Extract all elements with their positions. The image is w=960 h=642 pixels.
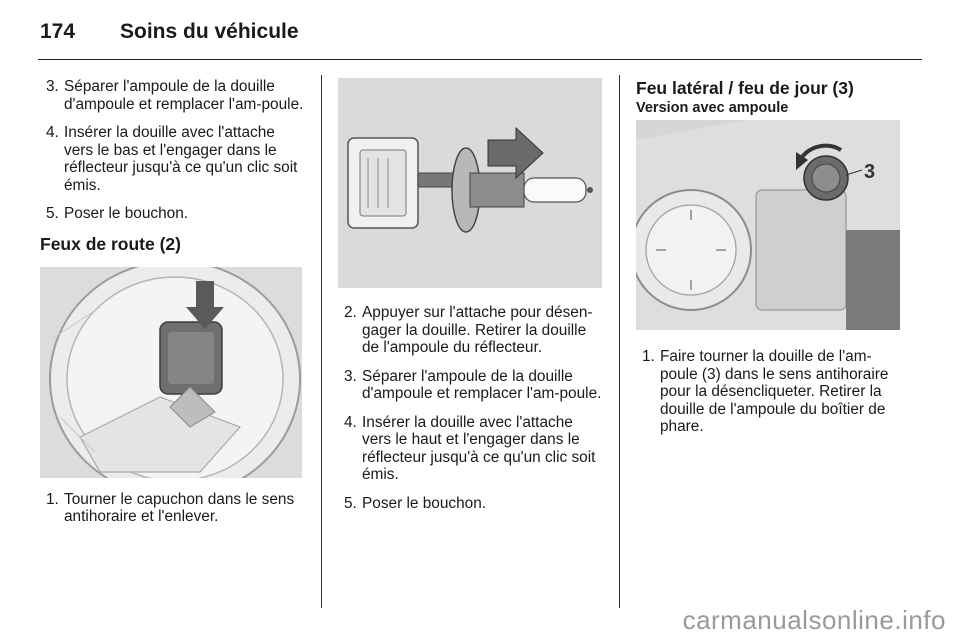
step-text: Poser le bouchon. (64, 205, 189, 222)
left-steps-top (40, 78, 306, 223)
page-header (38, 18, 922, 58)
header-rule (38, 59, 922, 60)
step-number: 3. (344, 367, 357, 385)
list-item (40, 78, 306, 113)
column-divider-right (619, 75, 620, 608)
step-number: 3. (46, 78, 59, 95)
step-number: 4. (46, 124, 59, 141)
page-title: Soins du véhicule (120, 20, 299, 43)
column-divider-left (321, 75, 322, 608)
step-text: Poser le bouchon. (362, 494, 487, 512)
list-item (338, 304, 606, 357)
callout-3: 3 (864, 161, 876, 183)
left-steps-bottom (40, 491, 306, 526)
illustration-high-beam (40, 267, 302, 478)
page-number: 174 (40, 20, 76, 43)
list-item (40, 491, 306, 526)
step-number: 5. (46, 205, 59, 222)
subheading-bulb-version: Version avec ampoule (636, 100, 789, 116)
list-item (40, 205, 306, 223)
list-item (338, 414, 606, 484)
step-text: Insérer la douille avec l'attache vers le bas et l'engager dans le réflecteur jusqu'à ce qu'un clic soit émis. (64, 124, 298, 194)
section-heading-high-beam: Feux de route (2) (40, 233, 181, 254)
illustration-bulb-removal (338, 78, 602, 288)
list-item (636, 348, 902, 436)
step-number: 1. (642, 348, 655, 365)
step-text: Tourner le capuchon dans le sens antihoraire et l'enlever. (64, 490, 295, 525)
step-number: 5. (344, 494, 357, 512)
side-light-illustration (636, 120, 900, 330)
step-text: Séparer l'ampoule de la douille d'ampoule et remplacer l'am-poule. (64, 78, 304, 113)
step-text: Séparer l'ampoule de la douille d'ampoule et remplacer l'am-poule. (362, 367, 602, 402)
step-number: 1. (46, 490, 59, 508)
list-item (40, 124, 306, 194)
illustration-side-light (636, 120, 900, 330)
step-number: 4. (344, 413, 357, 431)
step-text: Appuyer sur l'attache pour désen-gager la douille. Retirer la douille de l'ampoule du réflecteur. (362, 304, 593, 356)
watermark: carmanualsonline.info (682, 605, 946, 635)
middle-column (338, 78, 606, 523)
section-heading-side-light: Feu latéral / feu de jour (3) (636, 78, 854, 98)
step-text: Faire tourner la douille de l'am-poule (3) dans le sens antihoraire pour la désencliqueter. Retirer la douille de l'ampoule du boîtier de phare. (660, 348, 889, 435)
middle-steps (338, 304, 606, 512)
right-column (636, 78, 902, 447)
bulb-socket-illustration (338, 78, 602, 288)
list-item (338, 368, 606, 403)
high-beam-cap-illustration (40, 267, 302, 478)
right-steps (636, 348, 902, 436)
list-item (338, 495, 606, 513)
step-number: 2. (344, 304, 357, 321)
left-column (40, 78, 306, 537)
step-text: Insérer la douille avec l'attache vers le haut et l'engager dans le réflecteur jusqu'à ce qu'un clic soit émis. (362, 413, 596, 483)
